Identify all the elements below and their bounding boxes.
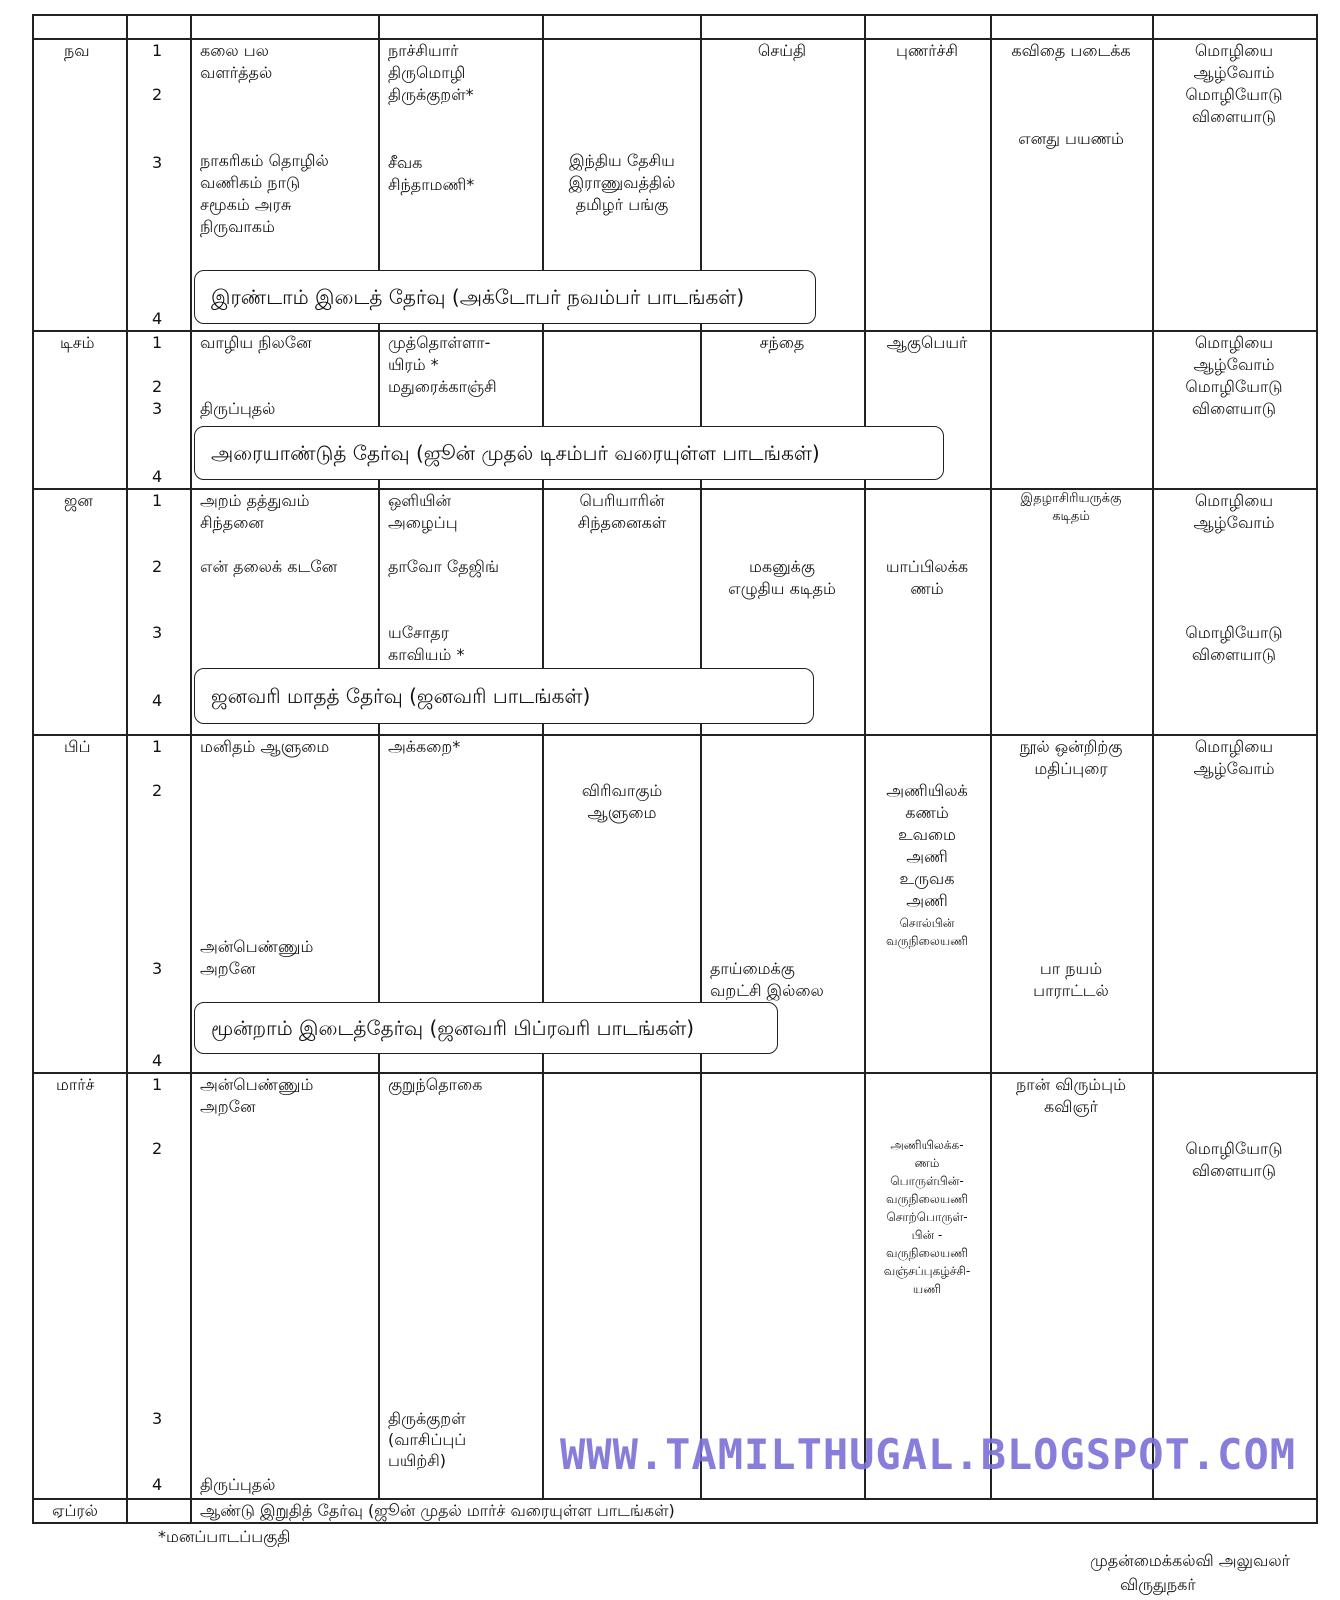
lesson-cell: மொழியை ஆழ்வோம் மொழியோடு விளையாடு [1185,333,1283,418]
week-number: 4 [152,1051,163,1070]
signature-title: முதன்மைக்கல்வி அலுவலர் [1090,1551,1290,1570]
month-label-dec: டிசம் [60,333,95,352]
lesson-cell: திருப்புதல் [200,1475,276,1494]
lesson-cell: அன்பெண்ணும் அறனே [200,1075,314,1116]
lesson-cell: சொல்பின் வருநிலையணி [886,916,968,948]
lesson-cell: அணியிலக்க- ணம் பொருள்பின்- வருநிலையணி சொற்பொருள்- பின் - வருநிலையணி வஞ்சப்புகழ்ச்சி- யணி [883,1138,971,1296]
lesson-cell: முத்தொள்ளா- யிரம் * மதுரைக்காஞ்சி [388,333,497,396]
lesson-cell: அணியிலக் கணம் உவமை அணி உருவக அணி [886,781,968,910]
lesson-cell: புணர்ச்சி [895,41,958,60]
lesson-cell: ஆகுபெயர் [886,333,968,352]
exam-banner: அரையாண்டுத் தேர்வு (ஜூன் முதல் டிசம்பர் வரையுள்ள பாடங்கள்) [194,426,944,480]
lesson-cell: நான் விரும்பும் கவிஞர் [1016,1075,1126,1116]
lesson-cell: செய்தி [757,41,807,60]
week-number: 1 [152,737,163,756]
lesson-cell: ஒளியின் அழைப்பு [388,491,458,532]
lesson-cell: யசோதர காவியம் * [388,623,465,664]
exam-banner: இரண்டாம் இடைத் தேர்வு (அக்டோபர் நவம்பர் பாடங்கள்) [194,270,816,324]
lesson-cell: தாய்மைக்கு வறட்சி இல்லை [710,959,824,1000]
lesson-cell: சீவக சிந்தாமணி* [388,153,475,194]
lesson-cell: நூல் ஒன்றிற்கு மதிப்புரை [1019,737,1123,778]
week-number: 1 [152,41,163,60]
watermark: WWW.TAMILTHUGAL.BLOGSPOT.COM [560,1430,1297,1479]
week-number: 4 [152,467,163,486]
month-label-nov: நவ [64,41,90,60]
lesson-cell: எனது பயணம் [1018,129,1124,148]
lesson-cell: இந்திய தேசிய இராணுவத்தில் தமிழர் பங்கு [568,151,676,214]
week-number: 2 [152,557,163,576]
exam-banner: ஜனவரி மாதத் தேர்வு (ஜனவரி பாடங்கள்) [194,668,814,724]
lesson-cell: மொழியை ஆழ்வோம் மொழியோடு விளையாடு [1185,41,1283,126]
lesson-cell: மொழியோடு விளையாடு [1185,623,1283,664]
lesson-cell: மொழியை ஆழ்வோம் [1193,737,1275,778]
lesson-cell: இதழாசிரியருக்கு கடிதம் [1020,491,1122,524]
lesson-cell: என் தலைக் கடனே [200,557,338,576]
lesson-cell: திருக்குறள் (வாசிப்புப் பயிற்சி) [388,1409,467,1470]
week-number: 3 [152,959,163,978]
final-exam-text: ஆண்டு இறுதித் தேர்வு (ஜூன் முதல் மார்ச் வரையுள்ள பாடங்கள்) [200,1501,675,1520]
week-number: 4 [152,1475,163,1494]
lesson-cell: திருப்புதல் [200,399,276,418]
week-number: 2 [152,85,163,104]
week-number: 4 [152,309,163,328]
lesson-cell: மொழியை ஆழ்வோம் [1193,491,1275,532]
week-number: 1 [152,1075,163,1094]
lesson-cell: குறுந்தொகை [388,1075,483,1094]
lesson-cell: மகனுக்கு எழுதிய கடிதம் [728,557,836,598]
lesson-cell: பா நயம் பாராட்டல் [1033,959,1109,1000]
month-label-jan: ஜன [64,491,93,510]
month-label-mar: மார்ச் [56,1075,95,1094]
week-number: 4 [152,691,163,710]
week-number: 3 [152,399,163,418]
lesson-cell: சந்தை [759,333,805,352]
signature-place: விருதுநகர் [1120,1575,1196,1594]
exam-banner: மூன்றாம் இடைத்தேர்வு (ஜனவரி பிப்ரவரி பாடங்கள்) [194,1002,778,1054]
week-number: 2 [152,781,163,800]
lesson-cell: கலை பல வளர்த்தல் [200,41,273,82]
week-number: 1 [152,491,163,510]
footnote: *மனப்பாடப்பகுதி [158,1527,291,1546]
week-number: 3 [152,153,163,172]
lesson-cell: விரிவாகும் ஆளுமை [581,781,663,822]
lesson-cell: அக்கறை* [388,737,461,756]
lesson-cell: வாழிய நிலனே [200,333,312,352]
week-number: 2 [152,1139,163,1158]
lesson-cell: பெரியாரின் சிந்தனைகள் [577,491,667,532]
month-label-feb: பிப் [64,737,91,756]
lesson-cell: கவிதை படைக்க [1011,41,1131,60]
month-label-apr: ஏப்ரல் [52,1501,98,1520]
lesson-cell: நாச்சியார் திருமொழி திருக்குறள்* [388,41,474,104]
lesson-cell: யாப்பிலக்க ணம் [885,557,969,598]
week-number: 1 [152,333,163,352]
week-number: 2 [152,377,163,396]
lesson-cell: அன்பெண்ணும் அறனே [200,937,314,978]
week-number: 3 [152,1409,163,1428]
lesson-cell: நாகரிகம் தொழில் வணிகம் நாடு சமூகம் அரசு நிருவாகம் [200,151,329,236]
lesson-cell: மனிதம் ஆளுமை [200,737,330,756]
week-number: 3 [152,623,163,642]
lesson-cell: தாவோ தேஜிங் [388,557,499,576]
lesson-cell: அறம் தத்துவம் சிந்தனை [200,491,310,532]
lesson-cell: மொழியோடு விளையாடு [1185,1139,1283,1180]
